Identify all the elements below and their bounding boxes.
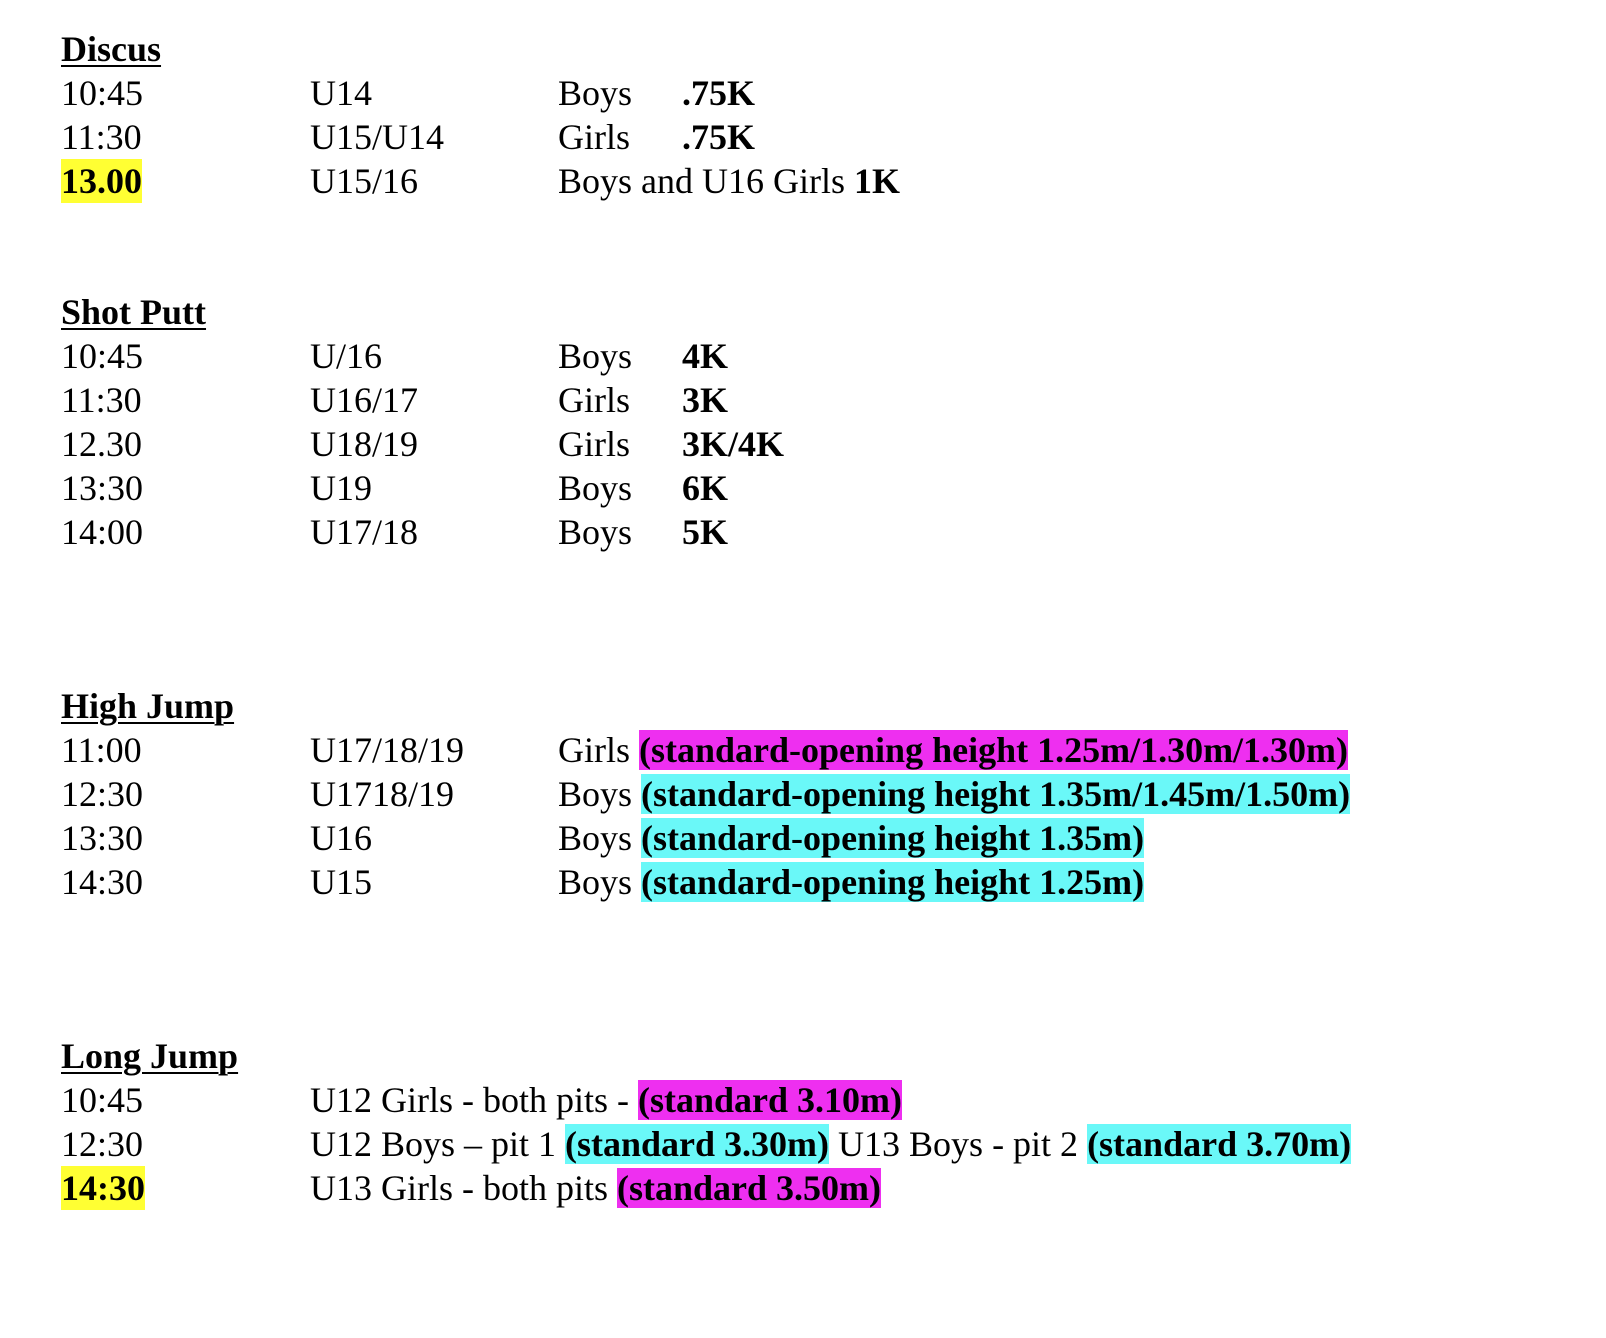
event-description: U13 Girls - both pits [310,1168,618,1208]
weight: 5K [682,512,729,552]
age-group: U14 [310,73,372,113]
weight: 4K [682,336,729,376]
discus-heading: Discus [61,29,162,69]
age-group: U15/U14 [310,117,444,157]
weight: .75K [682,117,756,157]
age-group: U17/18/19 [310,730,465,770]
age-group: U18/19 [310,424,418,464]
weight: 1K [854,161,901,201]
time: 11:30 [61,117,142,157]
long-jump-heading: Long Jump [61,1036,239,1076]
gender: Boys [558,862,633,902]
standard-distance: (standard 3.70m) [1087,1124,1352,1164]
gender: Boys [558,468,633,508]
standard-height: (standard-opening height 1.25m) [641,862,1145,902]
gender: Boys and U16 Girls [558,161,845,201]
age-group: U16/17 [310,380,418,420]
standard-height: (standard-opening height 1.25m/1.30m/1.30m) [639,730,1349,770]
time: 10:45 [61,1080,144,1120]
gender-line [558,816,1144,860]
time: 14:30 [61,862,144,902]
age-group: U/16 [310,336,382,376]
time: 13:30 [61,818,144,858]
gender-line [558,728,1348,772]
high-jump-heading: High Jump [61,686,235,726]
standard-distance: (standard 3.30m) [565,1124,830,1164]
gender: Boys [558,774,633,814]
weight: .75K [682,73,756,113]
event-description: U13 Boys - pit 2 [829,1124,1088,1164]
event-line [310,1122,1351,1166]
standard-distance: (standard 3.50m) [617,1168,882,1208]
gender-line [558,159,900,203]
time: 14:00 [61,512,144,552]
standard-distance: (standard 3.10m) [638,1080,903,1120]
age-group: U16 [310,818,372,858]
gender: Boys [558,512,633,552]
age-group: U15 [310,862,372,902]
gender: Boys [558,818,633,858]
event-description: U12 Boys – pit 1 [310,1124,566,1164]
gender: Girls [558,117,630,157]
time: 10:45 [61,73,144,113]
time-highlighted: 14:30 [61,1168,145,1208]
weight: 3K/4K [682,424,785,464]
weight: 6K [682,468,729,508]
gender: Girls [558,730,630,770]
gender-line [558,772,1350,816]
time: 10:45 [61,336,144,376]
time: 12:30 [61,774,144,814]
standard-height: (standard-opening height 1.35m/1.45m/1.50m) [641,774,1351,814]
event-description: U12 Girls - both pits - [310,1080,638,1120]
age-group: U19 [310,468,372,508]
time: 11:30 [61,380,142,420]
weight: 3K [682,380,729,420]
gender: Girls [558,380,630,420]
gender: Boys [558,73,633,113]
standard-height: (standard-opening height 1.35m) [641,818,1145,858]
age-group: U1718/19 [310,774,454,814]
event-line [310,1078,902,1122]
time-highlighted: 13.00 [61,161,142,201]
age-group: U17/18 [310,512,418,552]
age-group: U15/16 [310,161,418,201]
time: 12:30 [61,1124,144,1164]
shot-putt-heading: Shot Putt [61,292,207,332]
time: 13:30 [61,468,144,508]
gender: Girls [558,424,630,464]
gender-line [558,860,1144,904]
time: 11:00 [61,730,142,770]
time: 12.30 [61,424,142,464]
event-line [310,1166,881,1210]
gender: Boys [558,336,633,376]
